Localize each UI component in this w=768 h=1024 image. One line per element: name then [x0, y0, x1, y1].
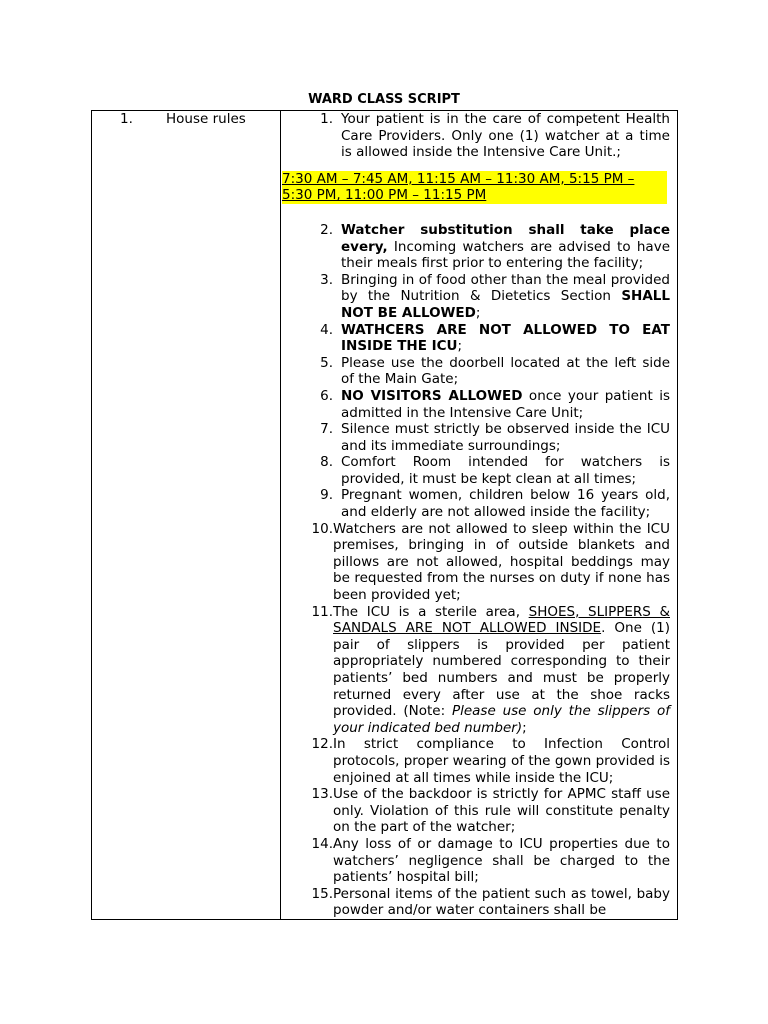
rule-bold-text: Watcher substitution shall take place every, [341, 221, 670, 255]
rule-number: 7. [320, 421, 333, 438]
rule-text [333, 272, 670, 322]
section-label: House rules [166, 111, 246, 127]
rule-italic-text: Please use only the slippers of your indicated bed number) [333, 703, 670, 736]
rule-number: 3. [320, 271, 333, 288]
rule-item [293, 222, 670, 272]
rule-text: Watchers are not allowed to sleep within the ICU premises, bringing in of outside blankets and pillows are not allowed, hospital beddings may be requested from the nurses on duty if none has been provided yet; [333, 520, 670, 604]
table-row [92, 111, 678, 920]
rule-underline-text: SHOES, SLIPPERS & SANDALS ARE NOT ALLOWED INSIDE [333, 603, 670, 637]
rule-text-tail: ; [522, 719, 527, 736]
rule-number: 5. [320, 354, 333, 371]
rule-text: Use of the backdoor is strictly for APMC staff use only. Violation of this rule will constitute penalty on the part of the watcher; [333, 786, 670, 836]
rule-bold-text: NO VISITORS ALLOWED [341, 387, 523, 404]
rule-text: Any loss of or damage to ICU properties due to watchers’ negligence shall be charged to the patients’ hospital bill; [333, 835, 670, 886]
rule-text-part: Incoming watchers are advised to have their meals first prior to entering the facility; [341, 238, 670, 272]
rule-text-tail: ; [475, 304, 481, 321]
rule-number: 13. [311, 786, 333, 803]
rule-text: Comfort Room intended for watchers is provided, it must be kept clean at all times; [341, 454, 670, 487]
rule-item [293, 388, 670, 421]
rule-text [333, 322, 670, 355]
rule-bold-text: SHALL NOT BE ALLOWED [341, 288, 670, 321]
rule-text-part: Bringing in of food other than the meal provided by the Nutrition & Dietetics Section [341, 271, 670, 305]
rule-bold-text: WATHCERS ARE NOT ALLOWED TO EAT INSIDE THE ICU [341, 321, 670, 355]
visiting-hours-highlight: 7:30 AM – 7:45 AM, 11:15 AM – 11:30 AM, 5:15 PM – 5:30 PM, 11:00 PM – 11:15 PM [282, 171, 667, 204]
rule-item [293, 421, 670, 454]
rule-number: 14. [311, 835, 333, 852]
rule-item [293, 355, 670, 388]
rule-number: 1. [320, 111, 333, 127]
rule-item [293, 272, 670, 322]
document-title: WARD CLASS SCRIPT [308, 92, 460, 107]
rule-text-part: once your patient is admitted in the Intensive Care Unit; [341, 387, 670, 421]
rule-number: 8. [320, 454, 333, 471]
rule-item [293, 454, 670, 487]
rule-item [293, 487, 670, 520]
rule-item [293, 521, 670, 604]
rule-text-part: The ICU is a sterile area, [333, 603, 529, 620]
rule-item [293, 322, 670, 355]
rule-item [293, 111, 670, 161]
section-number: 1. [120, 111, 133, 127]
rule-item [293, 736, 670, 786]
rule-item [293, 604, 670, 737]
rule-number: 4. [320, 321, 333, 338]
rule-number: 12. [311, 736, 333, 753]
rule-text: Personal items of the patient such as towel, baby powder and/or water containers shall be [333, 885, 670, 919]
rule-text-part: . One (1) pair of slippers is provided per patient appropriately numbered corresponding to their patients’ bed numbers and must be properly returned every after use at the shoe racks provided. (Note: [333, 620, 671, 720]
rule-number: 11. [311, 603, 333, 620]
rules-list [281, 111, 677, 919]
rule-item [293, 786, 670, 836]
rule-number: 6. [320, 387, 333, 404]
rule-item [293, 836, 670, 886]
rule-text: In strict compliance to Infection Control protocols, proper wearing of the gown provided is enjoined at all times while inside the ICU; [333, 736, 670, 786]
rule-item [293, 886, 670, 919]
rule-number: 10. [311, 520, 333, 537]
rule-text [333, 604, 670, 737]
rule-number: 2. [320, 221, 333, 238]
rule-text: Pregnant women, children below 16 years old, and elderly are not allowed inside the facility; [341, 487, 670, 521]
rule-number: 9. [320, 487, 333, 504]
rules-cell [281, 111, 678, 920]
house-rules-table [91, 110, 678, 920]
rule-text [333, 388, 670, 421]
section-cell [92, 111, 281, 920]
rule-text: Silence must strictly be observed inside the ICU and its immediate surroundings; [341, 421, 670, 454]
rule-text-tail: ; [457, 338, 463, 355]
rule-text [333, 222, 670, 272]
rule-text: Your patient is in the care of competent Health Care Providers. Only one (1) watcher at a time is allowed inside the Intensive Care Unit.; [341, 111, 670, 161]
rule-number: 15. [311, 885, 333, 902]
rule-text: Please use the doorbell located at the left side of the Main Gate; [341, 354, 670, 388]
